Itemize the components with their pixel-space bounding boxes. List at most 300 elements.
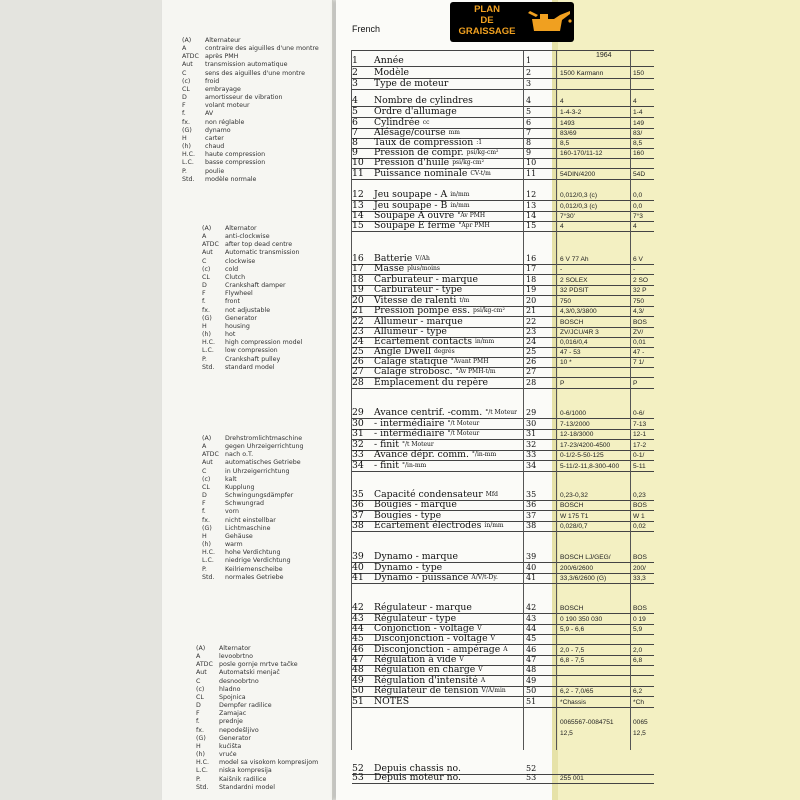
legend-abbr: L.C. <box>182 159 194 167</box>
legend-abbr: (h) <box>202 331 211 339</box>
row-rule <box>352 707 654 708</box>
row-ref-number: 51 <box>526 697 537 706</box>
legend-entry <box>182 143 319 151</box>
value-col2: 6,2 <box>633 688 643 695</box>
value-col2: 0,0 <box>633 203 643 210</box>
row-index: 28 <box>352 377 364 388</box>
row-text: Régulateur de tension <box>374 685 479 696</box>
legend-abbr: fx. <box>202 306 210 314</box>
row-index: 4 <box>352 95 358 106</box>
row-text: Carburateur - marque <box>374 274 478 285</box>
value-col1: 8,5 <box>560 140 570 147</box>
legend-abbr: Aut <box>202 249 213 257</box>
legend-meaning: AV <box>205 110 214 118</box>
legend-meaning: Spojnica <box>219 693 246 701</box>
legend-entry <box>202 266 302 274</box>
legend-meaning: transmission automatique <box>205 61 288 69</box>
row-index: 18 <box>352 274 364 285</box>
value-col2: 149 <box>633 120 645 127</box>
value-col1: 0,012/0,3 (c) <box>560 203 598 210</box>
value-col2: 5-11 <box>633 463 646 470</box>
row-text: Année <box>374 55 404 66</box>
legend-meaning: Schwungrad <box>225 500 265 508</box>
row-index: 44 <box>352 623 364 634</box>
row-text: Nombre de cylindres <box>374 95 473 106</box>
row-index: 47 <box>352 654 364 665</box>
row-unit: A/V/t-Dy. <box>471 574 498 581</box>
legend-abbr: A <box>182 45 187 53</box>
legend-meaning: dynamo <box>205 126 231 134</box>
row-index: 17 <box>352 263 364 274</box>
row-ref-number: 21 <box>526 306 537 315</box>
row-unit: V <box>459 656 464 663</box>
legend-meaning: volant moteur <box>205 102 250 110</box>
row-index: 21 <box>352 305 364 316</box>
legend-entry <box>202 435 303 443</box>
row-label <box>352 264 440 274</box>
value-col1: 0-1/2-5-50-125 <box>560 452 604 459</box>
legend-abbr: (h) <box>182 143 191 151</box>
legend-entry <box>182 78 319 86</box>
legend-meaning: after top dead centre <box>225 241 293 249</box>
legend-abbr: F <box>196 710 200 718</box>
legend-entry <box>202 307 302 315</box>
row-index: 52 <box>352 763 364 774</box>
row-unit: °/t Moteur <box>447 420 480 427</box>
legend-abbr: (G) <box>202 314 212 322</box>
value-col2: 160 <box>633 150 645 157</box>
legend-meaning: levoobrtno <box>219 653 253 661</box>
legend-entry <box>202 533 303 541</box>
logo-line1: PLAN <box>474 4 500 15</box>
row-index: 11 <box>352 168 364 179</box>
legend-entry <box>202 249 302 257</box>
row-ref-number: 10 <box>526 158 537 167</box>
legend-entry <box>196 669 318 677</box>
value-col2: 4,3/ <box>633 308 644 315</box>
row-ref-number: 13 <box>526 201 537 210</box>
legend-serbocroatian <box>196 645 318 792</box>
value-col2: - <box>633 266 636 273</box>
value-col1: 10 * <box>560 359 572 366</box>
value-col2: P <box>633 380 638 387</box>
row-label <box>352 603 475 613</box>
row-text: Disconjonction - voltage <box>374 633 488 644</box>
row-label <box>352 169 491 179</box>
legend-meaning: Kaišnik radilice <box>219 775 267 783</box>
language-label: French <box>352 24 381 34</box>
legend-abbr: (c) <box>202 475 211 483</box>
row-label <box>352 552 461 562</box>
value-col1: 54DIN/4200 <box>560 171 596 178</box>
row-text: Régulation à vide <box>374 654 457 665</box>
value-col2: 2 SO <box>633 277 649 284</box>
value-col2: 12-1 <box>633 431 647 438</box>
legend-meaning: après PMH <box>205 53 239 61</box>
legend-meaning: Flywheel <box>225 290 253 298</box>
value-col1: 4,3/0,3/3800 <box>560 308 597 315</box>
row-ref-number: 15 <box>526 221 537 230</box>
legend-entry <box>196 718 318 726</box>
row-unit: °/t Moteur <box>447 430 480 437</box>
row-text: NOTES <box>374 696 410 707</box>
row-unit: in/mm <box>484 522 504 529</box>
legend-meaning: modèle normale <box>205 175 257 183</box>
legend-meaning: high compression model <box>225 339 303 347</box>
row-unit: degrés <box>433 348 455 355</box>
row-label <box>352 500 460 510</box>
notes-value: 12,5 <box>560 730 573 737</box>
value-col2: 1-4 <box>633 109 643 116</box>
row-ref-number: 50 <box>526 686 537 695</box>
row-text: Conjonction - voltage <box>374 623 475 634</box>
row-text: Régulation en charge <box>374 664 476 675</box>
value-col1: 0 190 350 030 <box>560 616 603 623</box>
row-ref-number: 9 <box>526 148 532 157</box>
legend-entry <box>202 492 303 500</box>
legend-entry <box>196 767 318 775</box>
row-unit: °/in-mm <box>402 462 427 469</box>
row-rule <box>352 89 654 90</box>
row-unit: psi/kg-cm² <box>466 149 499 156</box>
value-col1: 7°30' <box>560 213 575 220</box>
row-ref-number: 14 <box>526 211 537 220</box>
value-col2: 0,23 <box>633 492 646 499</box>
legend-entry <box>182 119 319 127</box>
row-label <box>352 79 451 89</box>
row-label <box>352 429 479 439</box>
legend-abbr: f. <box>202 298 206 306</box>
legend-english <box>202 225 302 372</box>
legend-abbr: H <box>202 532 207 540</box>
legend-abbr: A <box>196 653 201 661</box>
row-text: Dynamo - puissance <box>374 572 469 583</box>
legend-entry <box>202 541 303 549</box>
row-label <box>352 158 484 168</box>
legend-entry <box>202 315 302 323</box>
legend-abbr: fx. <box>202 516 210 524</box>
row-ref-number: 16 <box>526 254 537 263</box>
row-text: Jeu soupape - B <box>374 200 448 211</box>
row-ref-number: 31 <box>526 429 537 438</box>
row-index: 13 <box>352 200 364 211</box>
legend-abbr: ATDC <box>202 451 219 459</box>
legend-abbr: f. <box>182 110 186 118</box>
value-col2: BOS <box>633 554 647 561</box>
value-col1: 1-4-3-2 <box>560 109 582 116</box>
row-text: Ecartement électrodes <box>374 520 482 531</box>
value-col1: 32 PDSIT <box>560 287 589 294</box>
row-rule <box>352 471 654 472</box>
row-text: Taux de compression <box>374 137 474 148</box>
row-index: 10 <box>352 157 364 168</box>
legend-entry <box>196 759 318 767</box>
row-index: 29 <box>352 407 364 418</box>
row-index: 16 <box>352 253 364 264</box>
row-unit: °Av PMH <box>457 212 486 219</box>
legend-meaning: embrayage <box>205 85 241 93</box>
row-unit: A <box>480 677 486 684</box>
legend-meaning: cold <box>225 265 239 273</box>
row-text: Puissance nominale <box>374 168 468 179</box>
legend-abbr: D <box>182 94 187 102</box>
row-text: Batterie <box>374 253 413 264</box>
legend-entry <box>202 331 302 339</box>
legend-abbr: H.C. <box>196 759 210 767</box>
value-col1: 0,012/0,3 (c) <box>560 192 598 199</box>
legend-entry <box>202 566 303 574</box>
row-label <box>352 378 491 388</box>
legend-entry <box>202 282 302 290</box>
row-text: Dynamo - type <box>374 562 443 573</box>
legend-abbr: Std. <box>202 363 215 371</box>
row-unit: V <box>490 635 495 642</box>
legend-entry <box>202 443 303 451</box>
legend-meaning: front <box>225 298 240 306</box>
row-label <box>352 190 469 200</box>
row-unit: psi/kg-cm² <box>452 159 485 166</box>
value-col2: 4 <box>633 223 637 230</box>
row-ref-number: 23 <box>526 327 537 336</box>
row-label <box>352 665 483 675</box>
row-ref-number: 2 <box>526 68 532 77</box>
row-text: Vitesse de ralenti <box>374 295 457 306</box>
row-ref-number: 47 <box>526 655 537 664</box>
value-col2: W 1 <box>633 513 645 520</box>
legend-meaning: Kupplung <box>225 483 255 491</box>
row-unit: V/A/min <box>481 687 506 694</box>
legend-meaning: Lichtmaschine <box>225 524 271 532</box>
row-text: Depuis moteur no. <box>374 772 462 783</box>
legend-entry <box>182 151 319 159</box>
legend-meaning: in Uhrzeigerrichtung <box>225 467 290 475</box>
legend-abbr: (G) <box>202 524 212 532</box>
legend-meaning: basse compression <box>205 159 266 167</box>
legend-abbr: (A) <box>196 645 206 652</box>
legend-meaning: chaud <box>205 143 225 151</box>
row-text: Régulation d'intensité <box>374 675 478 686</box>
legend-abbr: (c) <box>182 77 191 85</box>
row-ref-number: 1 <box>526 56 532 65</box>
row-index: 51 <box>352 696 364 707</box>
legend-abbr: CL <box>182 85 190 93</box>
legend-meaning: Crankshaft pulley <box>225 355 281 363</box>
row-ref-number: 5 <box>526 107 532 116</box>
value-col2: 750 <box>633 298 645 305</box>
row-unit: Mfd <box>485 491 498 498</box>
value-col1: 2,0 - 7,5 <box>560 647 585 654</box>
row-index: 43 <box>352 613 364 624</box>
legend-abbr: P. <box>202 355 207 363</box>
row-index: 25 <box>352 346 364 357</box>
legend-abbr: Std. <box>182 175 195 183</box>
row-text: Capacité condensateur <box>374 489 483 500</box>
value-col2: 4 <box>633 98 637 105</box>
value-col1: 0,028/0,7 <box>560 523 588 530</box>
row-ref-number: 41 <box>526 573 537 582</box>
legend-abbr: A <box>202 443 207 451</box>
row-ref-number: 3 <box>526 79 532 88</box>
row-text: Pression d'huile <box>374 157 450 168</box>
legend-entry <box>202 356 302 364</box>
legend-meaning: not adjustable <box>225 306 271 314</box>
legend-meaning: vruće <box>219 751 237 759</box>
row-index: 45 <box>352 633 364 644</box>
row-ref-number: 12 <box>526 190 537 199</box>
row-text: Depuis chassis no. <box>374 763 461 774</box>
value-col2: 7-13 <box>633 421 647 428</box>
row-ref-number: 18 <box>526 275 537 284</box>
value-col1: - <box>560 266 563 273</box>
legend-entry <box>196 751 318 759</box>
value-col1: 200/6/2600 <box>560 565 594 572</box>
value-col1: 160-170/11-12 <box>560 150 603 157</box>
legend-abbr: Aut <box>196 669 207 677</box>
value-col1: 83/69 <box>560 130 577 137</box>
row-index: 6 <box>352 117 358 128</box>
legend-abbr: D <box>202 282 207 290</box>
value-col2: 0,01 <box>633 339 646 346</box>
legend-meaning: clockwise <box>225 257 256 265</box>
legend-entry <box>182 176 319 184</box>
row-index: 31 <box>352 428 364 439</box>
row-label <box>352 634 495 644</box>
value-col2: 200/ <box>633 565 646 572</box>
legend-abbr: H <box>202 322 207 330</box>
legend-entry <box>202 476 303 484</box>
row-ref-number: 32 <box>526 440 537 449</box>
row-text: Pression de compr. <box>374 147 464 158</box>
row-ref-number: 43 <box>526 614 537 623</box>
legend-abbr: Std. <box>196 783 209 791</box>
legend-meaning: froid <box>205 77 220 85</box>
row-text: Régulateur - marque <box>374 602 472 613</box>
row-label <box>352 96 476 106</box>
row-ref-number: 17 <box>526 264 537 273</box>
legend-entry <box>182 37 319 45</box>
row-ref-number: 26 <box>526 357 537 366</box>
legend-abbr: C <box>196 677 201 685</box>
row-text: Alésage/course <box>374 127 446 138</box>
value-col2: 6 V <box>633 256 643 263</box>
row-text: - finit <box>374 439 399 450</box>
legend-entry <box>196 743 318 751</box>
legend-meaning: kalt <box>225 475 237 483</box>
row-ref-number: 39 <box>526 552 537 561</box>
legend-entry <box>196 710 318 718</box>
value-col1: *Chassis <box>560 699 587 706</box>
row-text: Carburateur - type <box>374 284 463 295</box>
row-label <box>352 56 407 66</box>
row-text: Type de moteur <box>374 78 449 89</box>
value-col1: W 175 T1 <box>560 513 589 520</box>
row-index: 24 <box>352 336 364 347</box>
value-col2: ZV/ <box>633 329 644 336</box>
row-ref-number: 6 <box>526 118 532 127</box>
legend-entry <box>202 451 303 459</box>
legend-abbr: D <box>202 492 207 500</box>
row-unit: :1 <box>476 139 483 146</box>
row-text: Avance dépr. comm. <box>374 449 469 460</box>
row-label <box>352 573 498 583</box>
row-index: 32 <box>352 439 364 450</box>
legend-abbr: f. <box>196 718 200 726</box>
value-col2: 5,9 <box>633 626 643 633</box>
value-col2: 0,0 <box>633 192 643 199</box>
legend-entry <box>196 694 318 702</box>
value-col1: 6,2 - 7,0/65 <box>560 688 594 695</box>
row-text: - intermédiaire <box>374 428 445 439</box>
row-label <box>352 107 460 117</box>
legend-abbr: (h) <box>196 751 205 759</box>
row-ref-number: 28 <box>526 378 537 387</box>
row-index: 9 <box>352 147 358 158</box>
legend-entry <box>202 468 303 476</box>
value-col2: *Ch <box>633 699 644 706</box>
legend-entry <box>196 645 318 653</box>
column-rule <box>523 50 524 750</box>
value-col1: BOSCH <box>560 319 584 326</box>
row-index: 48 <box>352 664 364 675</box>
legend-meaning: Alternator <box>219 645 251 652</box>
legend-entry <box>202 233 302 241</box>
row-rule <box>352 531 654 532</box>
row-index: 41 <box>352 572 364 583</box>
row-text: Allumeur - marque <box>374 316 463 327</box>
value-col2: 17-2 <box>633 442 647 449</box>
row-label <box>352 408 517 418</box>
row-label <box>352 461 426 471</box>
legend-entry <box>182 102 319 110</box>
legend-entry <box>202 274 302 282</box>
legend-meaning: Alternator <box>225 225 257 232</box>
legend-meaning: Automatski menjač <box>219 669 280 677</box>
legend-meaning: anti-clockwise <box>225 233 270 241</box>
legend-entry <box>202 549 303 557</box>
legend-entry <box>182 94 319 102</box>
row-text: Calage statique <box>374 356 448 367</box>
row-text: Soupape E ferme <box>374 220 456 231</box>
legend-meaning: Standardni model <box>219 783 275 791</box>
legend-entry <box>202 364 302 372</box>
value-col2: BOS <box>633 502 647 509</box>
row-index: 53 <box>352 772 364 783</box>
row-ref-number: 22 <box>526 317 537 326</box>
row-rule <box>352 179 654 180</box>
legend-entry <box>202 484 303 492</box>
column-rule <box>556 50 557 750</box>
row-ref-number: 34 <box>526 461 537 470</box>
value-col1: 0,23-0,32 <box>560 492 588 499</box>
row-text: Disconjonction - ampérage <box>374 644 501 655</box>
value-col1: 255 001 <box>560 775 584 782</box>
row-label <box>352 68 412 78</box>
legend-abbr: Aut <box>182 61 193 69</box>
legend-entry <box>202 508 303 516</box>
row-index: 35 <box>352 489 364 500</box>
row-text: Masse <box>374 263 405 274</box>
legend-entry <box>182 168 319 176</box>
legend-abbr: L.C. <box>202 557 214 565</box>
row-text: Emplacement du repère <box>374 377 489 388</box>
legend-entry <box>202 225 302 233</box>
legend-entry <box>182 61 319 69</box>
legend-abbr: D <box>196 702 201 710</box>
legend-entry <box>196 735 318 743</box>
row-unit: °Av PMH-t/m <box>455 368 496 375</box>
legend-abbr: L.C. <box>196 767 208 775</box>
legend-abbr: P. <box>182 167 187 175</box>
